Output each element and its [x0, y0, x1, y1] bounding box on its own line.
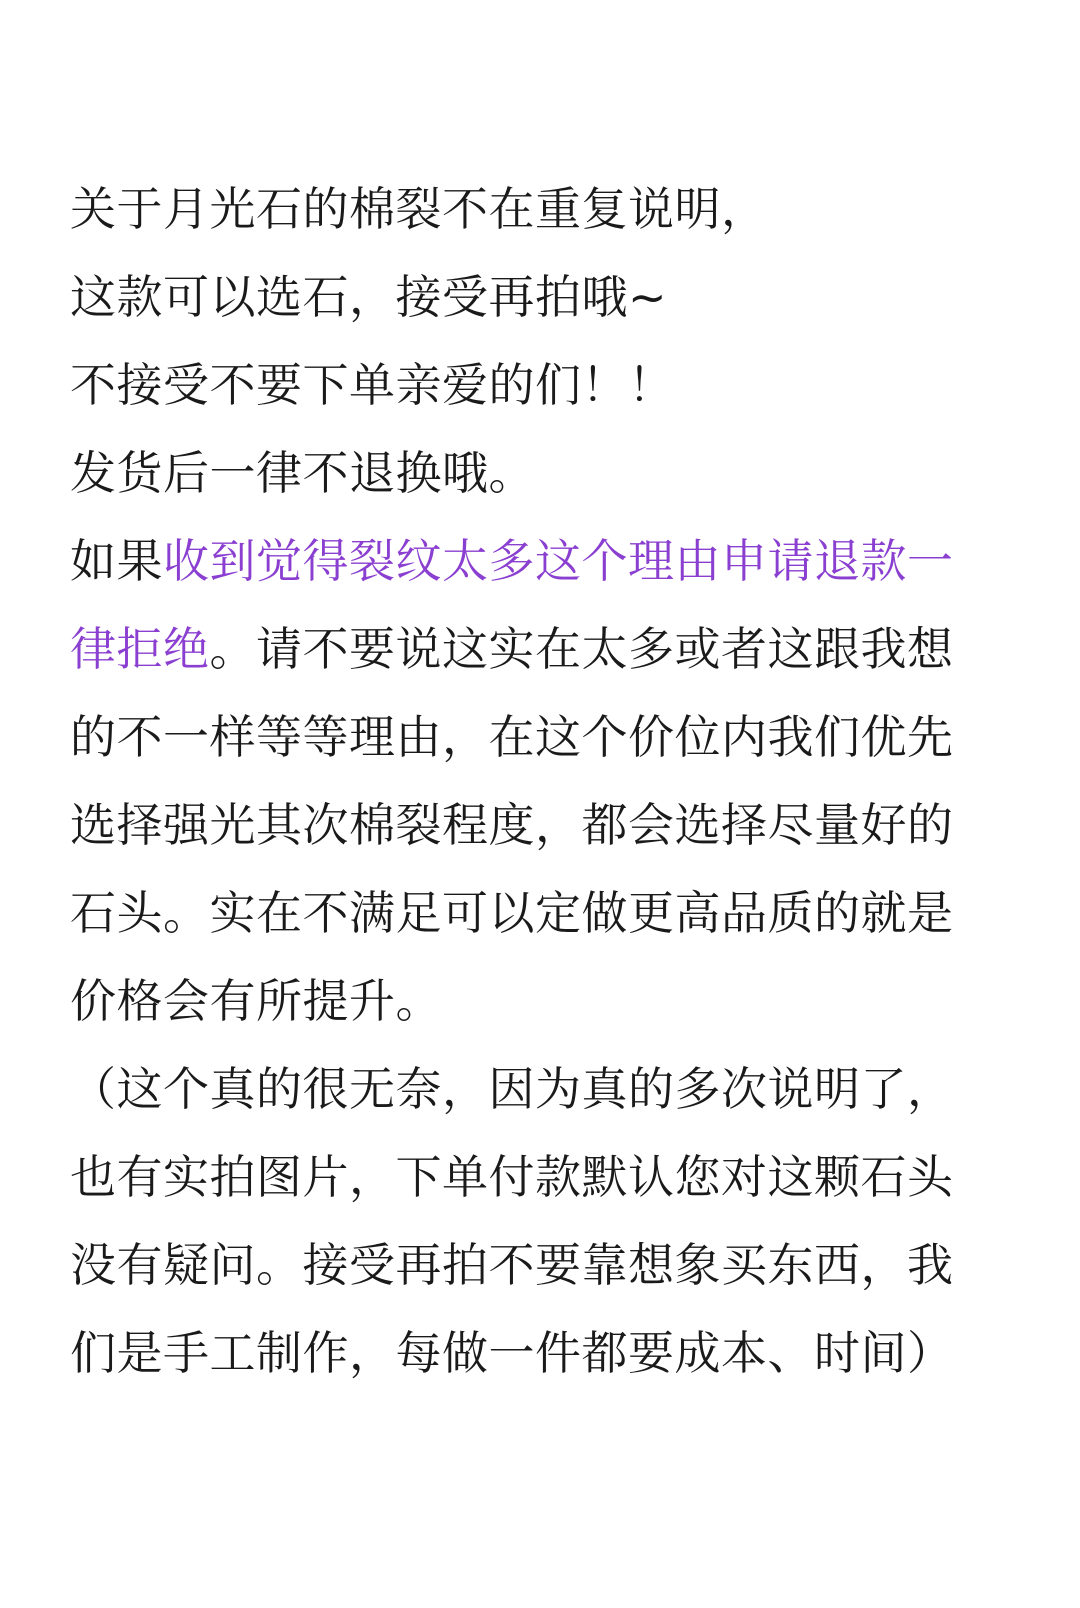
notice-line-2: 这款可以选石，接受再拍哦~ [70, 270, 668, 324]
refund-policy-rest: 。请不要说这实在太多或者这跟我想的不一样等等理由，在这个价位内我们优先选择强光其次棉裂程度，都会选择尽量好的石头。实在不满足可以定做更高品质的就是价格会有所提升。 [70, 622, 954, 1028]
notice-text-block [70, 165, 970, 1397]
explanation-paragraph: （这个真的很无奈，因为真的多次说明了，也有实拍图片，下单付款默认您对这颗石头没有疑问。接受再拍不要靠想象买东西，我们是手工制作，每做一件都要成本、时间） [70, 1062, 954, 1380]
notice-line-1: 关于月光石的棉裂不在重复说明， [70, 182, 768, 236]
refund-policy-highlight: 收到觉得裂纹太多这个理由申请退款一律拒绝 [70, 534, 954, 676]
notice-line-4: 发货后一律不退换哦。 [70, 446, 535, 500]
refund-policy-paragraph [70, 517, 970, 1045]
refund-policy-prefix: 如果 [70, 534, 163, 588]
notice-line-3: 不接受不要下单亲爱的们！！ [70, 358, 675, 412]
